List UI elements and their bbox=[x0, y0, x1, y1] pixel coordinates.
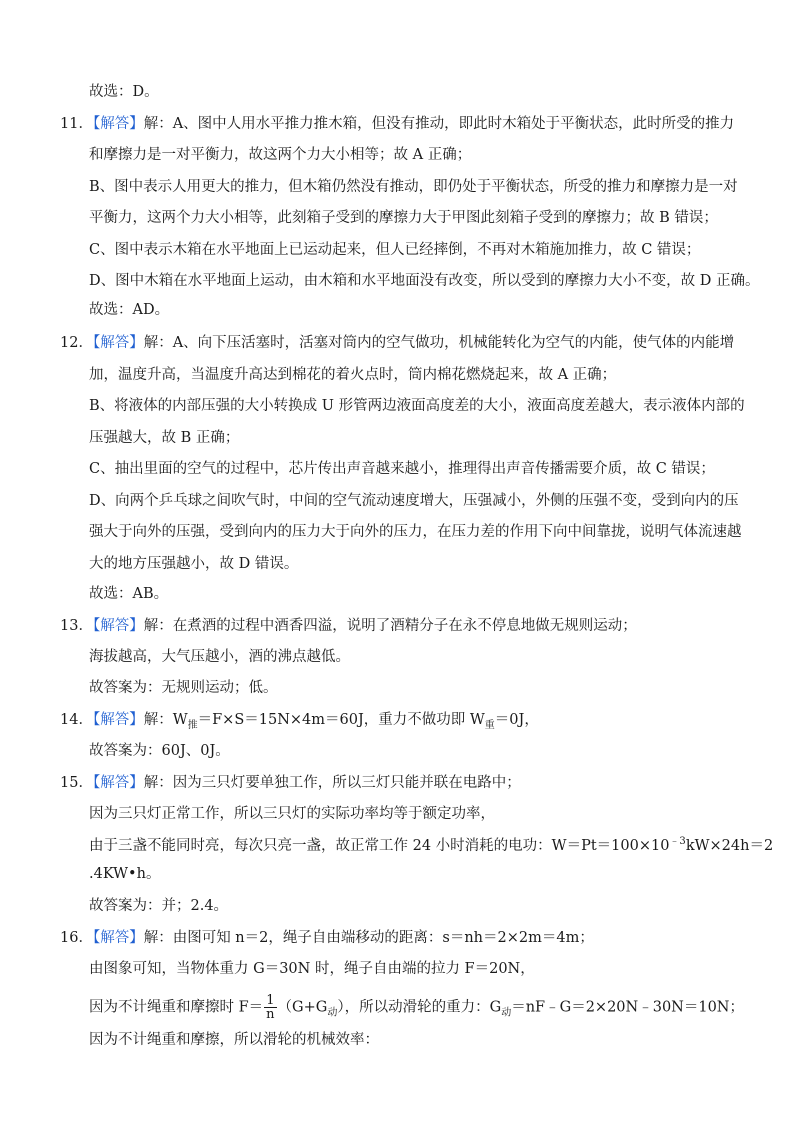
q16-line-1 bbox=[60, 928, 594, 948]
q15-line-4: .4KW•h。 bbox=[89, 866, 161, 882]
q14-sub-push: 推 bbox=[187, 719, 198, 731]
q16-sub-pulley: 动 bbox=[327, 1007, 338, 1019]
q12-line-8: 大的地方压强越小，故 D 错误。 bbox=[89, 556, 299, 572]
q15-text: 解：因为三只灯要单独工作，所以三灯只能并联在电路中； bbox=[143, 775, 521, 791]
q12-line-5: C、抽出里面的空气的过程中，芯片传出声音越来越小，推理得出声音传播需要介质，故 C 错误； bbox=[89, 461, 715, 477]
q16-number: 16． bbox=[60, 930, 93, 946]
q12-line-2: 加，温度升高，当温度升高达到棉花的着火点时，筒内棉花燃烧起来，故 A 正确； bbox=[89, 367, 617, 383]
q12-line-3: B、将液体的内部压强的大小转换成 U 形管两边液面高度差的大小，液面高度差越大，表示液体内部的 bbox=[89, 398, 745, 414]
q12-text: 解：A、向下压活塞时，活塞对筒内的空气做功，机械能转化为空气的内能，使气体的内能增 bbox=[143, 335, 735, 351]
q14-text-a: 解：W bbox=[143, 712, 188, 728]
q11-line-1 bbox=[60, 114, 734, 134]
q13-answer: 故答案为：无规则运动；低。 bbox=[89, 680, 278, 696]
q11-line-4: 平衡力，这两个力大小相等，此刻箱子受到的摩擦力大于甲图此刻箱子受到的摩擦力；故 B 错误； bbox=[89, 210, 718, 226]
q13-line-2: 海拔越高，大气压越小，酒的沸点越低。 bbox=[89, 649, 350, 665]
q11-line-5: C、图中表示木箱在水平地面上已运动起来，但人已经摔倒，不再对木箱施加推力，故 C 错误； bbox=[89, 242, 701, 258]
q11-line-6: D、图中木箱在水平地面上运动，由木箱和水平地面没有改变，所以受到的摩擦力大小不变，故 D 正确。 bbox=[89, 273, 760, 289]
q13-text: 解：在煮酒的过程中酒香四溢，说明了酒精分子在永不停息地做无规则运动； bbox=[143, 618, 637, 634]
q15-answer: 故答案为：并；2.4。 bbox=[89, 898, 229, 914]
q11-line-2: 和摩擦力是一对平衡力，故这两个力大小相等；故 A 正确； bbox=[89, 147, 472, 163]
q16-fraction-numerator: 1 bbox=[264, 994, 276, 1008]
q12-line-4: 压强越大，故 B 正确； bbox=[89, 430, 240, 446]
q12-line-7: 强大于向外的压强，受到向内的压力大于向外的压力，在压力差的作用下向中间靠拢，说明气体流速越 bbox=[89, 524, 742, 540]
q14-sub-gravity: 重 bbox=[484, 719, 495, 731]
q14-tag: 【解答】 bbox=[92, 712, 144, 728]
q15-line-1 bbox=[60, 773, 521, 793]
q14-line-1 bbox=[60, 710, 539, 730]
q16-line-3 bbox=[89, 994, 744, 1021]
q16-line-4: 因为不计绳重和摩擦，所以滑轮的机械效率： bbox=[89, 1032, 379, 1048]
q15-line-3 bbox=[89, 836, 773, 856]
q12-line-6: D、向两个乒乓球之间吹气时，中间的空气流动速度增大，压强减小，外侧的压强不变，受到向内的压 bbox=[89, 493, 739, 509]
q14-text-c: ＝0J， bbox=[494, 712, 539, 728]
q16-tag: 【解答】 bbox=[92, 930, 144, 946]
q16-sub-pulley-2: 动 bbox=[501, 1007, 512, 1019]
q16-text-c: ），所以动滑轮的重力：G bbox=[337, 999, 502, 1016]
q16-text-d: ＝nF﹣G＝2×20N﹣30N＝10N； bbox=[511, 999, 744, 1016]
q11-tag: 【解答】 bbox=[92, 116, 144, 132]
q14-text-b: ＝F×S＝15N×4m＝60J，重力不做功即 W bbox=[197, 712, 485, 728]
q16-line-2: 由图象可知，当物体重力 G＝30N 时，绳子自由端的拉力 F＝20N， bbox=[89, 961, 535, 977]
q15-tag: 【解答】 bbox=[92, 775, 144, 791]
q15-text-a: 由于三盏不能同时亮，每次只亮一盏，故正常工作 24 小时消耗的电功：W＝Pt＝100×10 bbox=[89, 838, 670, 854]
q15-text-b: kW×24h＝2 bbox=[685, 838, 774, 854]
q14-answer: 故答案为：60J、0J。 bbox=[89, 743, 230, 759]
q12-line-1 bbox=[60, 333, 734, 353]
q16-text: 解：由图可知 n＝2，绳子自由端移动的距离：s＝nh＝2×2m＝4m； bbox=[143, 930, 594, 946]
q15-number: 15． bbox=[60, 775, 93, 791]
q11-answer: 故选：AD。 bbox=[89, 302, 170, 318]
q13-tag: 【解答】 bbox=[92, 618, 144, 634]
q11-line-3: B、图中表示人用更大的推力，但木箱仍然没有推动，即仍处于平衡状态，所受的推力和摩擦力是一对 bbox=[89, 179, 738, 195]
q12-answer: 故选：AB。 bbox=[89, 586, 169, 602]
q13-line-1 bbox=[60, 616, 637, 636]
q16-text-a: 因为不计绳重和摩擦时 F＝ bbox=[89, 999, 264, 1016]
q12-tag: 【解答】 bbox=[92, 335, 144, 351]
q14-number: 14． bbox=[60, 712, 93, 728]
intro-answer: 故选：D。 bbox=[89, 84, 159, 100]
q15-line-2: 因为三只灯正常工作，所以三只灯的实际功率均等于额定功率， bbox=[89, 806, 495, 822]
q13-number: 13． bbox=[60, 618, 93, 634]
q11-text: 解：A、图中人用水平推力推木箱，但没有推动，即此时木箱处于平衡状态，此时所受的推力 bbox=[143, 116, 735, 132]
q15-exponent: ﹣3 bbox=[669, 836, 686, 848]
q16-text-b: （G+G bbox=[277, 999, 328, 1016]
q16-fraction-denominator: n bbox=[266, 1007, 275, 1022]
q11-number: 11． bbox=[60, 116, 93, 132]
q12-number: 12． bbox=[60, 335, 93, 351]
q16-fraction bbox=[264, 994, 276, 1021]
